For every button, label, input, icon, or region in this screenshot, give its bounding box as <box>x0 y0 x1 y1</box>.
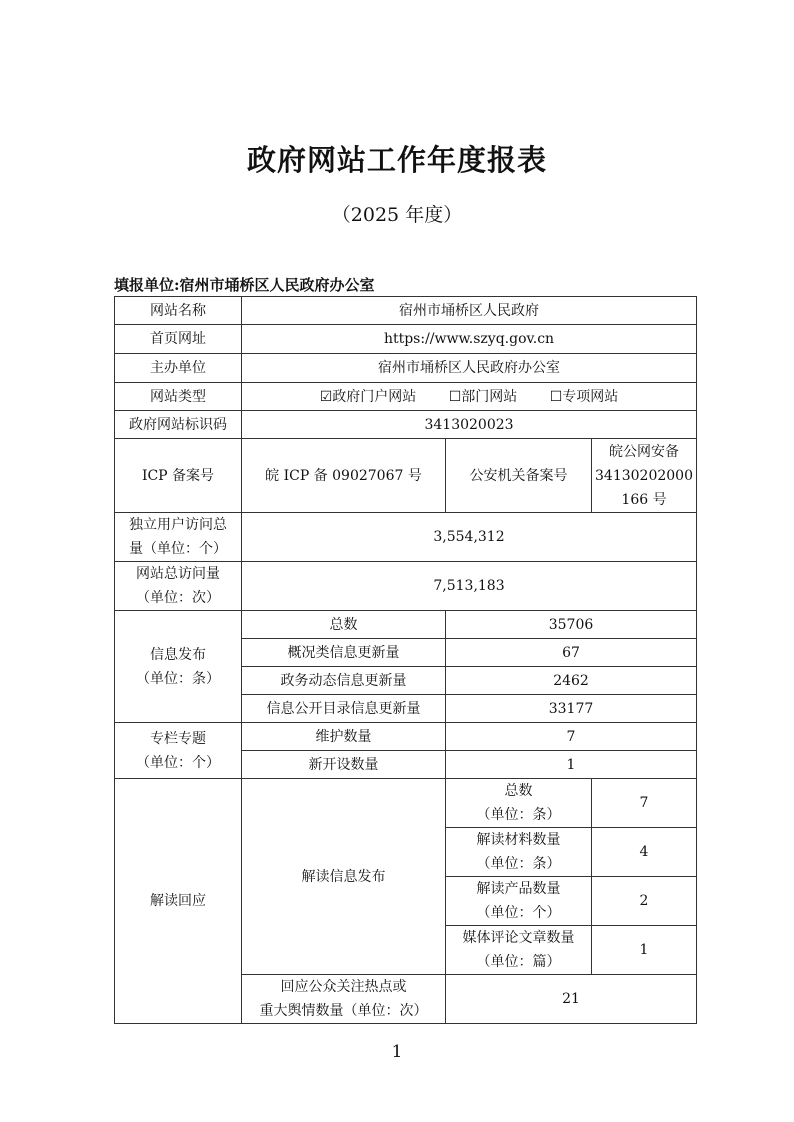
icp-value: 皖 ICP 备 09027067 号 <box>242 439 446 513</box>
host-label: 主办单位 <box>115 354 242 383</box>
line: 皖公网安备 <box>609 443 679 460</box>
interp-row-label <box>446 828 592 877</box>
option-label: 专项网站 <box>562 388 619 405</box>
line: （单位：次） <box>136 590 220 606</box>
interp-row-label <box>446 926 592 975</box>
line: （单位：条） <box>136 670 220 687</box>
column-row-value: 7 <box>446 723 697 751</box>
line: 信息发布 <box>150 646 206 663</box>
info-publish-label <box>115 611 242 723</box>
line: 独立用户访问总 <box>129 517 227 533</box>
interpretation-label: 解读回应 <box>115 779 242 1024</box>
site-type-option <box>449 385 518 409</box>
table-row <box>115 439 697 513</box>
info-row-label: 信息公开目录信息更新量 <box>242 695 446 723</box>
response-value: 21 <box>446 975 697 1024</box>
line: 34130202000 <box>595 467 693 484</box>
unchecked-box-icon: ☐ <box>549 388 563 405</box>
line: 专栏专题 <box>150 730 206 747</box>
info-row-value: 2462 <box>446 667 697 695</box>
column-row-label: 新开设数量 <box>242 751 446 779</box>
unique-visitors-label <box>115 513 242 562</box>
site-type-option <box>320 385 417 409</box>
column-row-value: 1 <box>446 751 697 779</box>
table-row <box>115 383 697 411</box>
line: 166 号 <box>621 491 667 508</box>
host-value: 宿州市埇桥区人民政府办公室 <box>242 354 697 383</box>
option-label: 政府门户网站 <box>332 388 417 405</box>
interp-row-label <box>446 779 592 828</box>
option-label: 部门网站 <box>461 388 518 405</box>
report-year: （2025 年度） <box>331 204 463 226</box>
info-row-label: 政务动态信息更新量 <box>242 667 446 695</box>
unchecked-box-icon: ☐ <box>448 388 462 405</box>
info-row-value: 67 <box>446 639 697 667</box>
line: （单位：个） <box>136 754 220 771</box>
total-visits-value: 7,513,183 <box>242 562 697 611</box>
table-row <box>115 297 697 325</box>
reporting-unit: 填报单位:宿州市埇桥区人民政府办公室 <box>114 276 375 294</box>
page-number: 1 <box>391 1042 403 1062</box>
line: （单位：个） <box>476 905 561 921</box>
line: 量（单位：个） <box>129 541 227 557</box>
line: 总数 <box>504 783 533 799</box>
table-row <box>115 562 697 611</box>
unique-visitors-value: 3,554,312 <box>242 513 697 562</box>
table-row <box>115 354 697 383</box>
site-type-option <box>550 385 619 409</box>
site-name-label: 网站名称 <box>115 297 242 325</box>
line: 解读产品数量 <box>476 881 561 897</box>
info-row-label: 概况类信息更新量 <box>242 639 446 667</box>
interp-row-label <box>446 877 592 926</box>
line: 网站总访问量 <box>136 566 220 582</box>
info-row-label: 总数 <box>242 611 446 639</box>
interpretation-publish-label: 解读信息发布 <box>242 779 446 975</box>
site-type-label: 网站类型 <box>115 383 242 411</box>
line: 解读材料数量 <box>476 832 561 848</box>
line: （单位：条） <box>476 856 561 872</box>
line: 重大舆情数量（单位：次） <box>259 1003 428 1019</box>
interp-row-value: 4 <box>592 828 697 877</box>
report-table <box>114 296 697 1024</box>
line: （单位：篇） <box>476 954 561 970</box>
checked-box-icon: ☑ <box>319 388 333 405</box>
column-topics-label <box>115 723 242 779</box>
table-row <box>115 513 697 562</box>
site-type-options <box>242 383 697 411</box>
table-row <box>115 611 697 639</box>
table-row <box>115 779 697 828</box>
info-row-value: 33177 <box>446 695 697 723</box>
site-id-value: 3413020023 <box>242 411 697 439</box>
police-record-label: 公安机关备案号 <box>446 439 592 513</box>
homepage-label: 首页网址 <box>115 325 242 354</box>
interp-row-value: 2 <box>592 877 697 926</box>
table-row <box>115 411 697 439</box>
site-id-label: 政府网站标识码 <box>115 411 242 439</box>
site-name-value: 宿州市埇桥区人民政府 <box>242 297 697 325</box>
homepage-value: https://www.szyq.gov.cn <box>242 325 697 354</box>
icp-label: ICP 备案号 <box>115 439 242 513</box>
column-row-label: 维护数量 <box>242 723 446 751</box>
police-record-value <box>592 439 697 513</box>
report-title: 政府网站工作年度报表 <box>246 143 547 177</box>
interp-row-value: 7 <box>592 779 697 828</box>
table-row <box>115 325 697 354</box>
table-row <box>115 723 697 751</box>
info-row-value: 35706 <box>446 611 697 639</box>
line: 媒体评论文章数量 <box>462 930 575 946</box>
line: （单位：条） <box>476 807 561 823</box>
line: 回应公众关注热点或 <box>280 979 407 995</box>
interp-row-value: 1 <box>592 926 697 975</box>
total-visits-label <box>115 562 242 611</box>
response-label <box>242 975 446 1024</box>
